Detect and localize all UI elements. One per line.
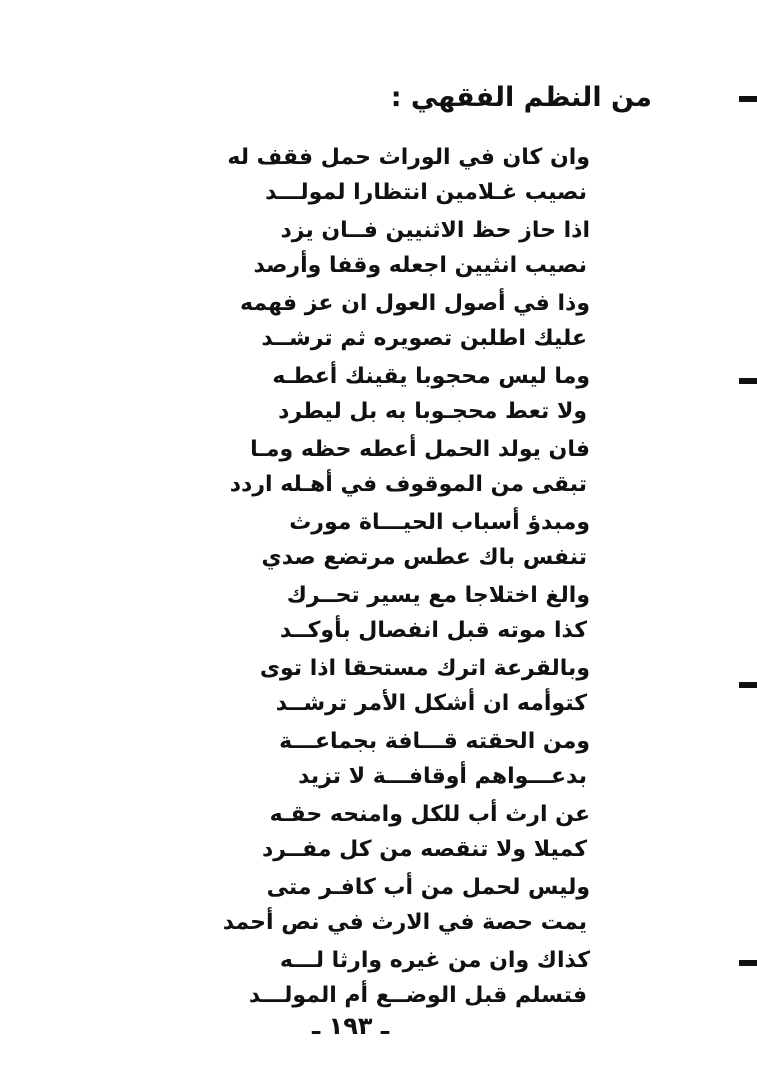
verse-first-hemistich: وليس لحمل من أب كافـر متى bbox=[266, 875, 590, 900]
verse-first-hemistich: وذا في أصول العول ان عز فهمه bbox=[240, 291, 590, 316]
edge-mark bbox=[739, 96, 757, 102]
verse-first-hemistich: وبالقرعة اترك مستحقا اذا توى bbox=[259, 656, 590, 681]
edge-mark bbox=[739, 378, 757, 384]
verse-first-hemistich: ومبدؤ أسباب الحيـــاة مورث bbox=[289, 510, 590, 535]
verse-first-hemistich: اذا حاز حظ الاثنيين فــان يزد bbox=[280, 218, 590, 243]
verse-first-hemistich: ومن الحقته قـــافة بجماعـــة bbox=[279, 729, 590, 754]
verse-second-hemistich: تبقى من الموقوف في أهـله اردد bbox=[229, 472, 587, 497]
edge-mark bbox=[739, 682, 757, 688]
verse-second-hemistich: نصيب انثيين اجعله وقفا وأرصد bbox=[253, 253, 587, 278]
verse-second-hemistich: ولا تعط محجـوبا به بل ليطرد bbox=[278, 399, 587, 424]
verse-second-hemistich: فتسلم قبل الوضــع أم المولـــد bbox=[248, 983, 587, 1008]
verse-second-hemistich: تنفس باك عطس مرتضع صدي bbox=[261, 545, 587, 570]
verse-second-hemistich: كميلا ولا تنقصه من كل مفــرد bbox=[262, 837, 587, 862]
verse-second-hemistich: نصيب غـلامين انتظارا لمولـــد bbox=[265, 180, 587, 205]
section-heading: من النظم الفقهي : bbox=[390, 82, 652, 113]
verse-second-hemistich: كذا موته قبل انفصال بأوكــد bbox=[279, 618, 587, 643]
verse-first-hemistich: وما ليس محجوبا يقينك أعطـه bbox=[272, 364, 590, 389]
page-number: ـ ١٩٣ ـ bbox=[312, 1012, 390, 1040]
verse-first-hemistich: عن ارث أب للكل وامنحه حقـه bbox=[269, 802, 590, 827]
verse-first-hemistich: والغ اختلاجا مع يسير تحــرك bbox=[286, 583, 590, 608]
verse-second-hemistich: بدعـــواهم أوقافـــة لا تزيد bbox=[298, 764, 587, 789]
verse-second-hemistich: كتوأمه ان أشكل الأمر ترشــد bbox=[275, 691, 587, 716]
verse-second-hemistich: عليك اطلبن تصويره ثم ترشــد bbox=[261, 326, 587, 351]
verse-first-hemistich: وان كان في الوراث حمل فقف له bbox=[227, 145, 590, 170]
verse-first-hemistich: كذاك وان من غيره وارثا لـــه bbox=[279, 948, 590, 973]
verse-second-hemistich: يمت حصة في الارث في نص أحمد bbox=[222, 910, 587, 935]
edge-mark bbox=[739, 960, 757, 966]
verse-first-hemistich: فان يولد الحمل أعطه حظه ومـا bbox=[250, 437, 590, 462]
